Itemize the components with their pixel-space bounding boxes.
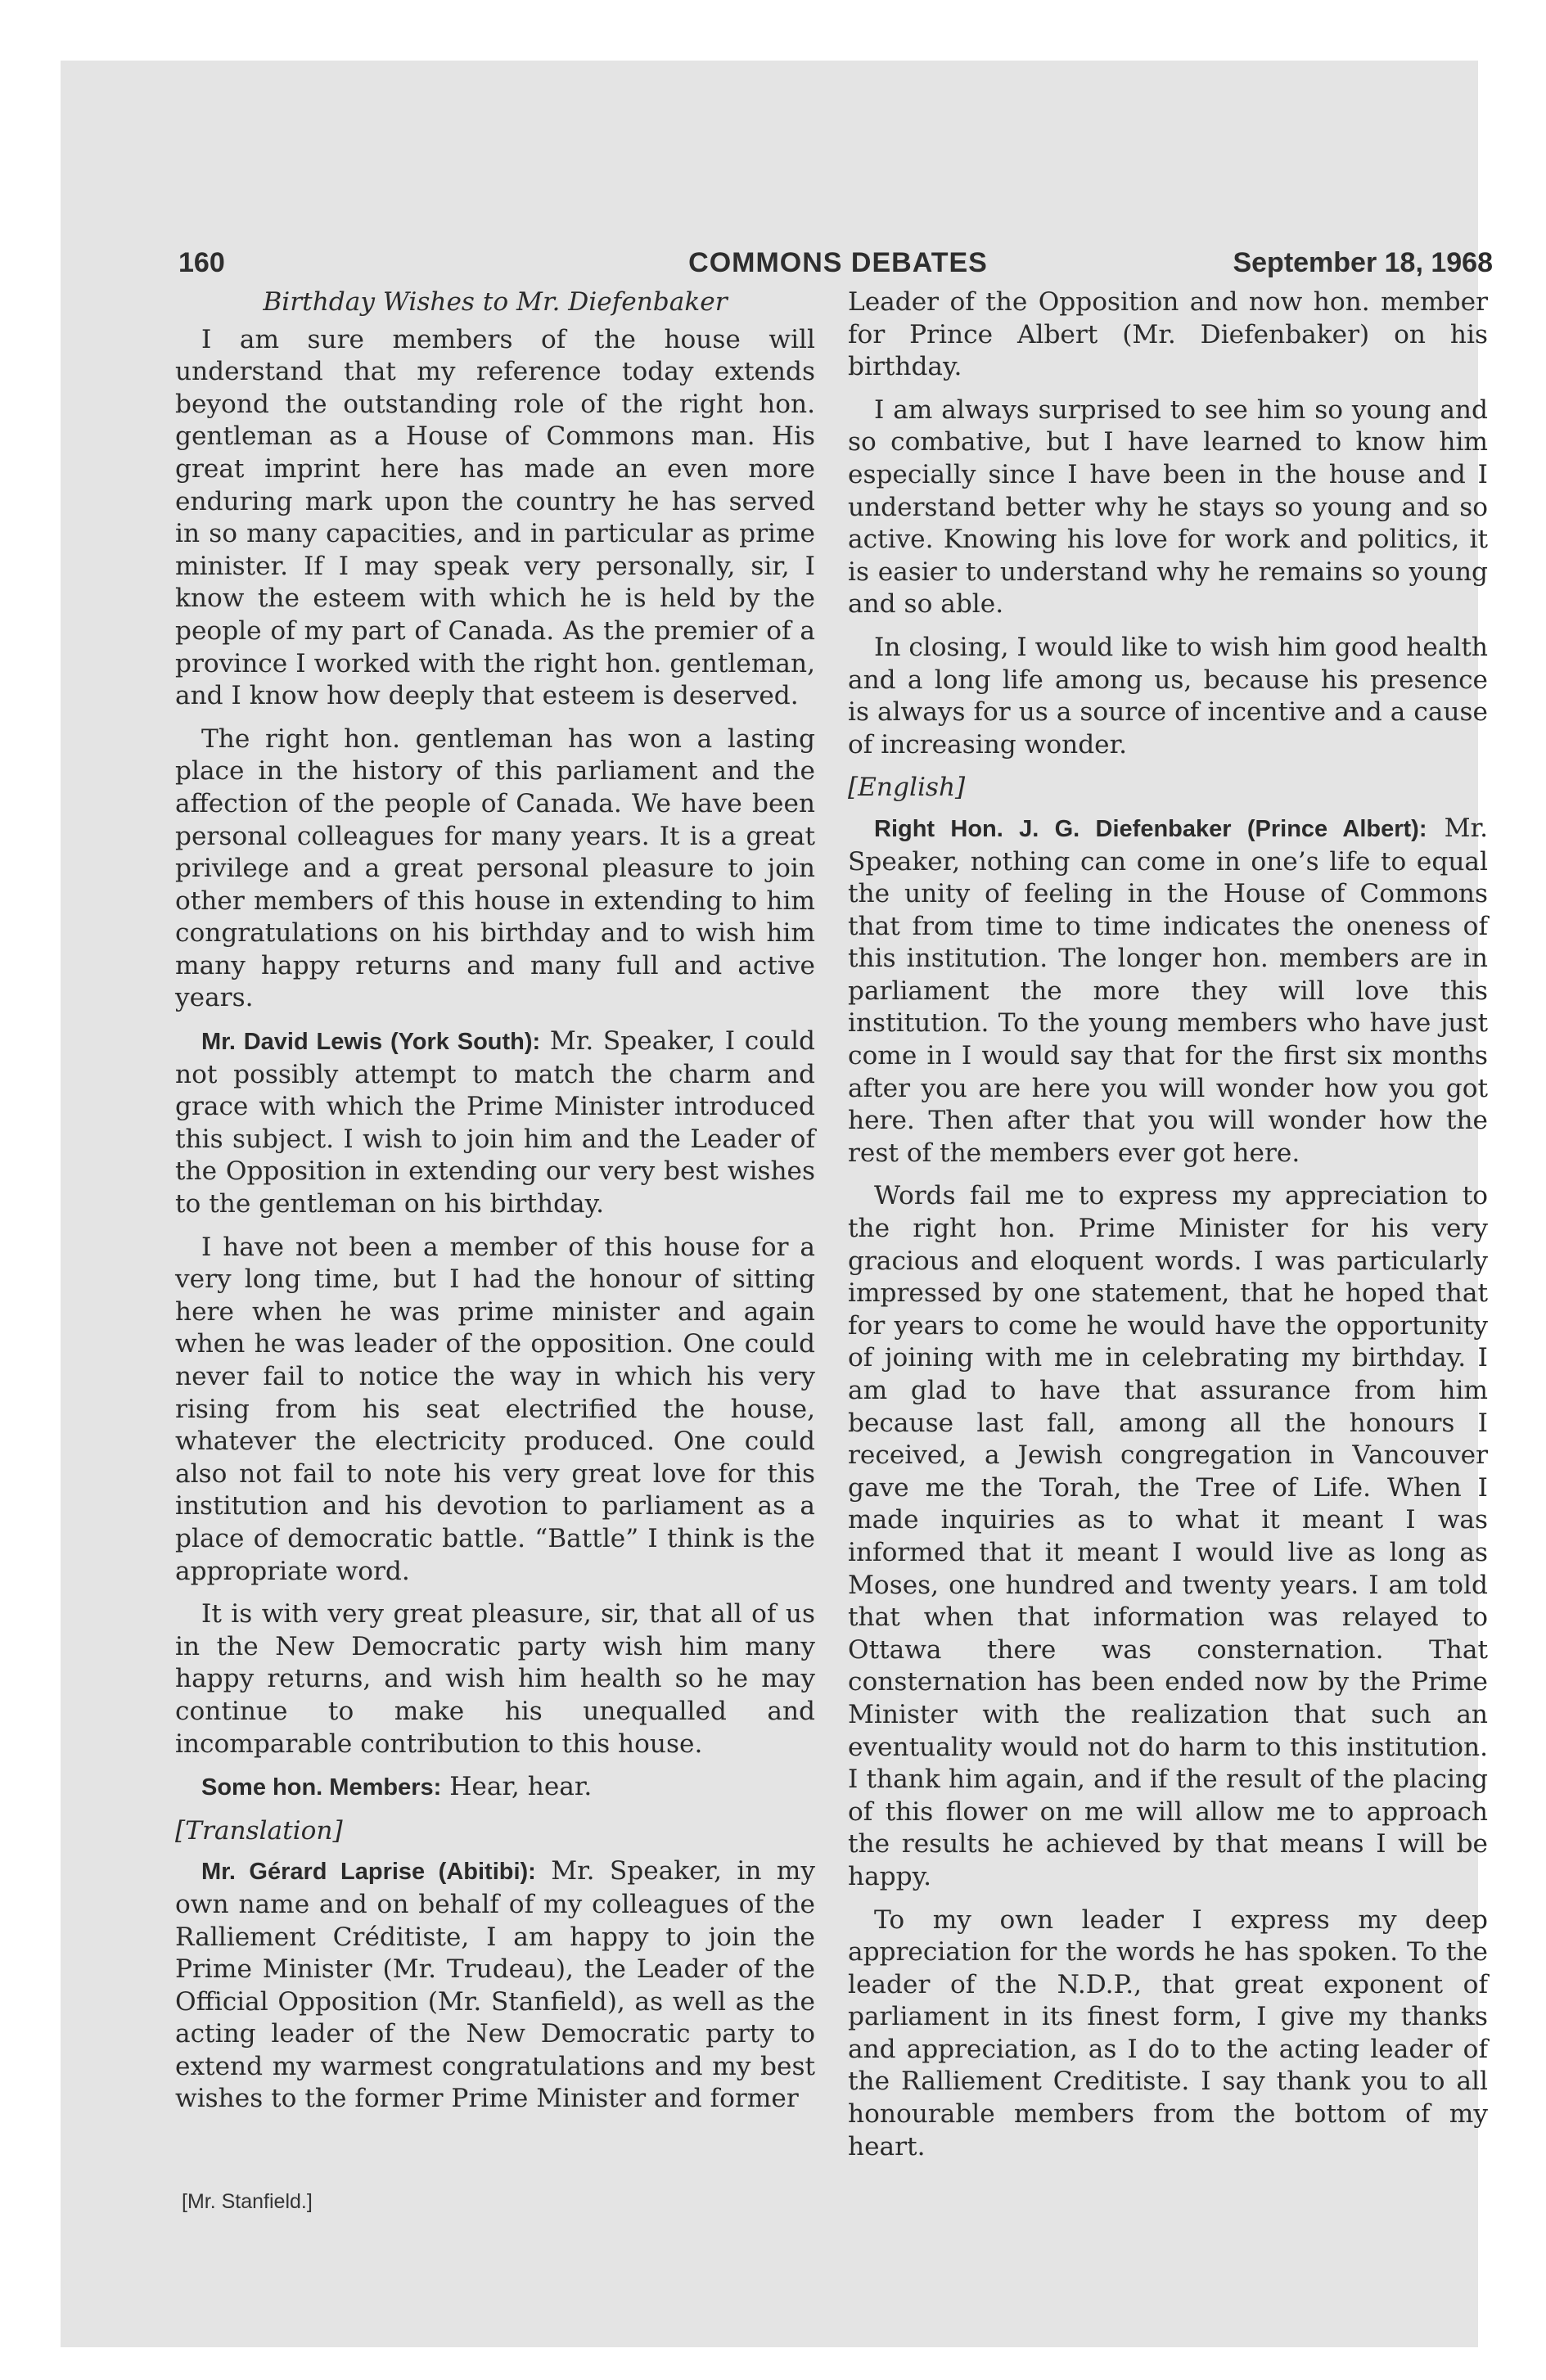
page bbox=[175, 247, 1501, 2228]
left-column bbox=[175, 286, 815, 2126]
page-date: September 18, 1968 bbox=[1233, 247, 1493, 278]
paragraph: I am always surprised to see him so young and so combative, but I have learned to know him especially since I have been in the house and I understand better why he stays so young and so active. Knowing his love for work and politics, it is easier to understand why he remains so young and so able. bbox=[848, 394, 1488, 620]
paragraph: Leader of the Opposition and now hon. member for Prince Albert (Mr. Diefenbaker) on his birthday. bbox=[848, 287, 1488, 382]
speech-text: Mr. Speaker, I could not possibly attempt to match the charm and grace with which the Prime Minister introduced this subject. I wish to join him and the Leader of the Opposition in extending our very best wishes to the gentleman on his birthday. bbox=[175, 1026, 816, 1219]
section-subhead: Birthday Wishes to Mr. Diefenbaker bbox=[263, 287, 728, 317]
paragraph: To my own leader I express my deep appreciation for the words he has spoken. To the leader of the N.D.P., that great exponent of parliament in its finest form, I give my thanks and appreciation, as I do to the acting leader of the Ralliement Creditiste. I say thank you to all honourable members from the bottom of my heart. bbox=[848, 1904, 1488, 2161]
speaker-name: Right Hon. J. G. Diefenbaker (Prince Albert): bbox=[874, 815, 1427, 842]
running-header bbox=[175, 247, 1501, 286]
paragraph: It is with very great pleasure, sir, that all of us in the New Democratic party wish him many happy returns, and wish him health so he may continue to make his unequalled and incomparable contribution to this house. bbox=[175, 1599, 815, 1759]
paragraph: Words fail me to express my appreciation to the right hon. Prime Minister for his very gracious and eloquent words. I was particularly impressed by one statement, that he hoped that for years to come he would have the opportunity of joining with me in celebrating my birthday. I am glad to have that assurance from him because last fall, among all the honours I received, a Jewish congregation in Vancouver gave me the Torah, the Tree of Life. When I made inquiries as to what it meant I was informed that it meant I would live as long as Moses, one hundred and twenty years. I am told that when that information was relayed to Ottawa there was consternation. That consternation has been ended now by the Prime Minister with the realization that such an eventuality would not do harm to this institution. I thank him again, and if the result of the placing of this flower on me will allow me to approach the results he achieved by that means I will be happy. bbox=[848, 1181, 1488, 1891]
paragraph: In closing, I would like to wish him good health and a long life among us, because his presence is always for us a source of incentive and a cause of increasing wonder. bbox=[848, 632, 1488, 760]
speech-members bbox=[175, 1771, 815, 1805]
right-column bbox=[848, 286, 1488, 2174]
publication-title: COMMONS DEBATES bbox=[688, 247, 988, 278]
speech-diefenbaker bbox=[848, 813, 1488, 1170]
page-number: 160 bbox=[178, 247, 225, 278]
footer-note: [Mr. Stanfield.] bbox=[182, 2190, 313, 2213]
speaker-name: Some hon. Members: bbox=[201, 1774, 442, 1801]
speech-lewis bbox=[175, 1025, 815, 1221]
translation-tag: [Translation] bbox=[175, 1815, 343, 1846]
english-tag: [English] bbox=[848, 773, 966, 803]
speech-text: Mr. Speaker, in my own name and on behalf of my colleagues of the Ralliement Créditiste, I am happy to join the Prime Minister (Mr. Trudeau), the Leader of the Official Opposition (Mr. Stanfield), as well as the acting leader of the New Democratic party to extend my warmest congratulations and my best wishes to the former Prime Minister and former bbox=[175, 1856, 815, 2114]
speaker-name: Mr. David Lewis (York South): bbox=[201, 1029, 541, 1056]
speech-laprise bbox=[175, 1855, 815, 2116]
speech-text: Hear, hear. bbox=[441, 1772, 593, 1802]
paragraph: I have not been a member of this house for a very long time, but I had the honour of sitting here when he was prime minister and again when he was leader of the opposition. One could never fail to notice the way in which his very rising from his seat electrified the house, whatever the electricity produced. One could also not fail to note his very great love for this institution and his devotion to parliament as a place of democratic battle. “Battle” I think is the appropriate word. bbox=[175, 1232, 815, 1586]
speech-text: Mr. Speaker, nothing can come in one’s life to equal the unity of feeling in the House of Commons that from time to time indicates the oneness of this institution. The longer hon. members are in parliament the more they will love this institution. To the young members who have just come in I would say that for the first six months after you are here you will wonder how you got here. Then after that you will wonder how the rest of the members ever got here. bbox=[848, 813, 1488, 1168]
scanned-sheet bbox=[61, 61, 1493, 2347]
speaker-name: Mr. Gérard Laprise (Abitibi): bbox=[201, 1859, 536, 1886]
paragraph: I am sure members of the house will understand that my reference today extends beyond the outstanding role of the right hon. gentleman as a House of Commons man. His great imprint here has made an even more enduring mark upon the country he has served in so many capacities, and in particular as prime minister. If I may speak very personally, sir, I know the esteem with which he is held by the people of my part of Canada. As the premier of a province I worked with the right hon. gentleman, and I know how deeply that esteem is deserved. bbox=[175, 324, 815, 711]
paragraph: The right hon. gentleman has won a lasting place in the history of this parliament and the affection of the people of Canada. We have been personal colleagues for many years. It is a great privilege and a great personal pleasure to join other members of this house in extending to him congratulations on his birthday and to wish him many happy returns and many full and active years. bbox=[175, 723, 815, 1013]
